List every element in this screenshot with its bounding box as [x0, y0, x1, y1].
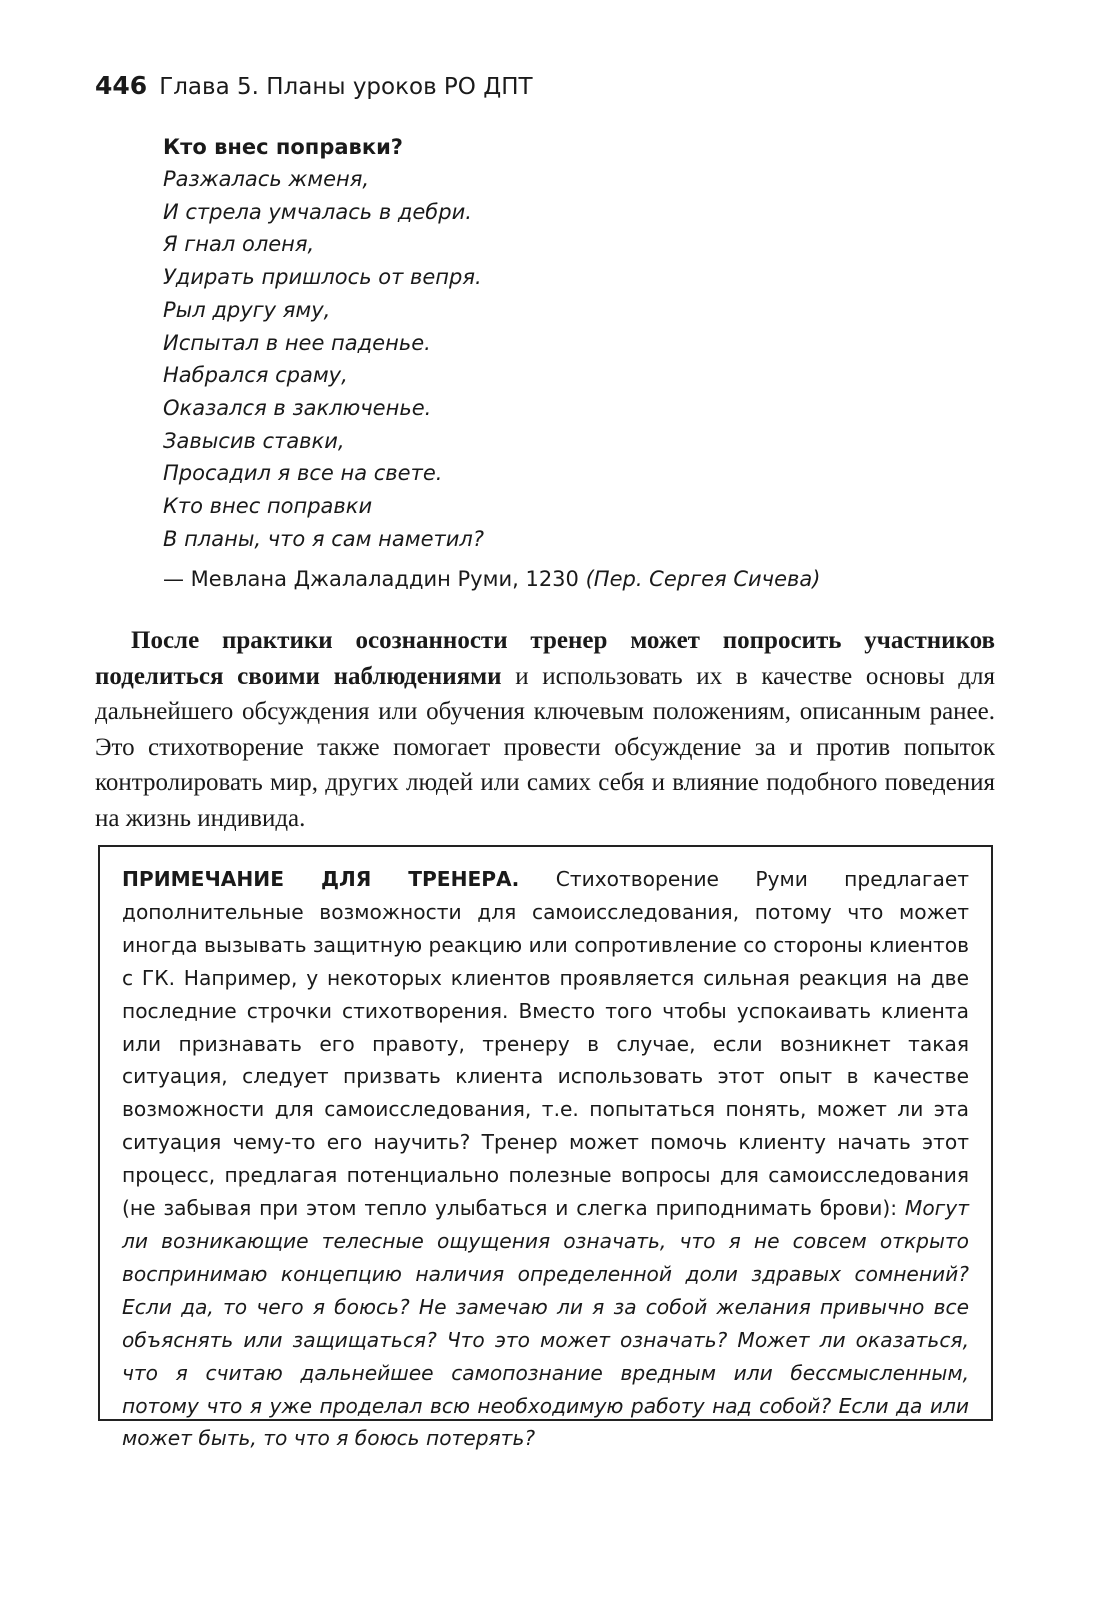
note-questions: Могут ли возникающие телесные ощущения означать, что я не совсем открыто воспринимаю концепцию наличия определенной доли здравых сомнений? Если да, то чего я боюсь? Не замечаю ли я за собой желания привычно все объяснять или защищаться? Что это может означать? Может ли оказаться, что я считаю дальнейшее самопознание вредным или бессмысленным, потому что я уже проделал всю необходимую работу над собой? Если да или может быть, то что я боюсь потерять? [122, 1196, 969, 1451]
body-paragraph [95, 623, 995, 836]
poem-title: Кто внес поправки? [163, 135, 403, 159]
poem-line: Испытал в нее паденье. [163, 330, 431, 355]
poem-line: Набрался сраму, [163, 363, 348, 388]
attribution-translator: (Пер. Сергея Сичева) [585, 567, 821, 591]
poem-line: Просадил я все на свете. [163, 461, 443, 486]
trainer-note [122, 863, 969, 1455]
paragraph-text: и использовать их в качестве основы для дальнейшего обсуждения или обучения ключевым положениям, описанным ранее. Это стихотворение также помогает провести обсуждение за и против попыток контролировать мир, других людей или самих себя и влияние подобного поведения на жизнь индивида. [95, 662, 995, 832]
poem [163, 131, 1023, 555]
poem-attribution [163, 562, 820, 596]
note-label: ПРИМЕЧАНИЕ ДЛЯ ТРЕНЕРА. [122, 867, 520, 891]
poem-line: В планы, что я сам наметил? [163, 526, 484, 551]
paragraph-lead: После практики осознанности тренер может попросить участников поделиться своими наблюдениями [95, 627, 995, 690]
running-head [95, 68, 533, 105]
poem-line: И стрела умчалась в дебри. [163, 199, 472, 224]
trainer-note-box [98, 845, 993, 1451]
note-text: Стихотворение Руми предлагает дополнительные возможности для самоисследования, потому что может иногда вызывать защитную реакцию или сопротивление со стороны клиентов с ГК. Например, у некоторых клиентов проявляется сильная реакция на две последние строчки стихотворения. Вместо того чтобы успокаивать клиента или признавать его правоту, тренеру в случае, если возникнет такая ситуация, следует призвать клиента использовать этот опыт в качестве возможности для самоисследования, т.е. попытаться понять, может ли эта ситуация чему-то его научить? Тренер может помочь клиенту начать этот процесс, предлагая потенциально полезные вопросы для самоисследования (не забывая при этом тепло улыбаться и слегка приподнимать брови): [122, 867, 969, 1221]
poem-line: Удирать пришлось от вепря. [163, 265, 482, 290]
poem-line: Разжалась жменя, [163, 167, 370, 191]
page-number: 446 [95, 71, 148, 100]
poem-line: Рыл другу яму, [163, 297, 331, 322]
chapter-title: Глава 5. Планы уроков РО ДПТ [159, 74, 533, 100]
poem-line: Оказался в заключенье. [163, 395, 432, 420]
poem-line: Я гнал оленя, [163, 232, 315, 257]
attribution-author: — Мевлана Джалаладдин Руми, 1230 [163, 567, 579, 591]
poem-line: Завысив ставки, [163, 428, 345, 453]
poem-line: Кто внес поправки [163, 494, 373, 519]
